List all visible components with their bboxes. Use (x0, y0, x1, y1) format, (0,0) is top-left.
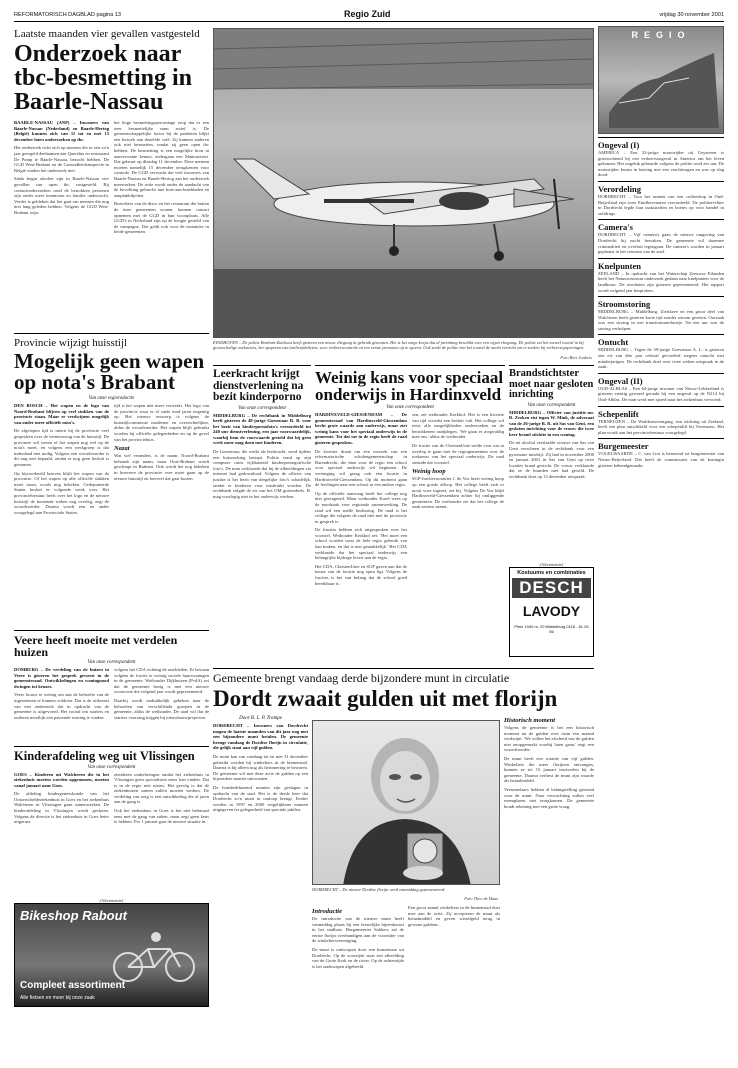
sidebar-news-item (598, 181, 724, 216)
article-headline: Kinderafdeling weg uit Vlissingen (14, 749, 195, 763)
sidebar-news-item (598, 296, 724, 331)
airplane-illustration (214, 29, 594, 338)
article-body: Verzamelaars hebben al belangstelling getoond voor de munt. Naar verwachting zullen veel exemplaren niet terugkomen. De gemeente houdt rekening met een grote vraag. (504, 786, 594, 809)
article-body: SGP-fractievoorzitter J. de Vos heeft weinig hoop op een goede afloop. Het college heeft zich er nooit voor ingezet, zei hij. Volgens De Vos blijft Hardinxveld-Giessendam achter bij omliggende gemeenten. De wethouder zei dat het college de zaak serieus neemt. (412, 476, 504, 510)
page-header (14, 8, 724, 22)
article-body: zienderen onderbrengen omdat het ziekenhuis in Vlissingen geen specialisten meer kan vinden. Dat is in de regio niet nieuw. Het gevolg is dat de ziekenhuizen samen zullen moeten werken. De verdeling van zorg is een ontwikkeling die al jaren aan de gang is. (114, 771, 209, 805)
section-title: Regio Zuid (344, 9, 391, 19)
article-body: Bezoekers van de disco en het restaurant die buiten de twee gemeenten wonen, kunnen contact opnemen met de GGD in hun woonplaats. Alle GGD's in Nederland zijn op de hoogte gesteld van de campagne. Dat geldt ook voor de instanties in beide gemeenten. (114, 201, 209, 235)
article-brandstichtster (509, 365, 594, 560)
article-byline: Van onze correspondent (527, 402, 576, 408)
subheading: Nazat (114, 445, 130, 453)
woman-with-coin-photo (312, 720, 500, 885)
ad-label: (Advertentie) (539, 562, 564, 567)
article-body: De Goesenaar, die werkt als leerkracht, werd tijdens een huiszoeking betrapt. Politie vond op zijn computer ruim vijfduizend kinderpornografische foto's. De man verklaarde dat hij de afbeeldingen via internet had gedownload. Volgens de officier van justitie is het bezit van dergelijke foto's schadelijk, omdat er kinderen voor misbruikt worden. De rechtbank volgde de eis van het OM grotendeels. B. mag voorlopig niet in het onderwijs werken. (213, 449, 311, 499)
photo-caption (213, 340, 594, 360)
article-body: De honderdduizend munten zijn geslagen in opdracht van de stad. Het is de derde keer dat Dordrecht zo'n munt in omloop brengt. Eerder werden in 1997 en 2000 vergelijkbare munten uitgegeven ter gelegenheid van speciale jubilea. (213, 784, 308, 813)
article-headline: Weinig kans voor speciaal onderwijs in Hardinxveld (315, 368, 504, 404)
article-body: tijd is het wapen niet meer verwerkt. Het logo van de provincie staat er al sinds eind jaren negentig op. Het nieuwe ontwerp is volgens de huisstijlcommissie moderner en overzichtelijker, aldus de woordvoerder. Het wapen blijft gebruikt worden bij officiële gelegenheden en op de gevel van het provinciehuis. (114, 403, 209, 442)
article-lead: GOES – Kinderen uit Walcheren die in het ziekenhuis moeten worden opgenomen, moeten vanaf januari naar Goes. (14, 771, 109, 788)
ad-top: Kostuums en combinaties (517, 570, 586, 577)
article-body: De fracties hebben zich uitgesproken over het voorstel. Wethouder Kerkhof zei: 'Het moet een school worden waar de hele regio gebruik van kan maken, en dat is niet gemakkelijk.' Het CDA verklaarde dat het speciaal onderwijs een belangrijke bijdrage levert aan de regio. (315, 527, 407, 561)
subheading: Introductie (312, 908, 342, 915)
article-body: sen, zei wethouder Kerkhof. Het is een kwestie van tijd voordat een besluit valt. Het college wil eerst alle mogelijkheden onderzoeken en de betrokkenen raadplegen. 'We gaan er zorgvuldig mee om,' aldus de wethouder. (412, 412, 504, 440)
news-item-text: VOGELWAARDE – C. van Lint is benoemd tot burgemeester van Nieuw-Beijerland. Dat heeft de commissaris van de koningin gisteren bekendgemaakt. (598, 451, 724, 468)
article-byline: Van onze correspondent (87, 764, 136, 770)
photo-caption (312, 887, 500, 901)
ad-brand: DESCH (512, 578, 591, 598)
photo-credit: Foto Bert Jonkers (560, 354, 592, 360)
ad-footer: Plein 1940 nr. 20 Middelburg 0118 - 61 25 56 (514, 624, 589, 635)
article-body: De kwestie draait om een verzoek van een reformatorische scholengemeenschap in Barendrecht, die daar voor de regio een school voor speciaal onderwijs wil beginnen. De vereniging wil graag ook een locatie in Hardinxveld-Giessendam. Op dit moment gaan de leerlingen naar een school in een andere regio. (315, 448, 407, 488)
news-item-text: AMERICA – Een 32-jarige motorrijder uit Geysteren is gisterochtend bij een verkeersongeval in America om het leven gekomen. Het ongeluk gebeurde volgens de politie rond zes uur. De motorrijder kwam in botsing met een vrachtwagen en was op slag dood. (598, 150, 724, 178)
news-item-title: Knelpunten (598, 258, 724, 271)
article-body: Het CDA, ChristenUnie en SGP gaven aan dat de keuze van de locatie nog open ligt. Volgens de fracties is het van belang dat de school goed bereikbaar is. (315, 563, 407, 586)
article-byline: Van onze correspondent (386, 405, 434, 410)
article-body: De fractie van de ChristenUnie stelde voor om in overleg te gaan met de regiogemeenten over de toekomst van het speciaal onderwijs. De raad steunde dat voorstel. (412, 442, 504, 465)
article-body: Veere bouwt te weinig om aan de behoefte van de ingezetenen te kunnen voldoen. Dat is de uitkomst van een onderzoek dat in opdracht van de gemeente is uitgevoerd. Het vooral om starters en ouderen moeilijk een passende woning te vinden. (14, 692, 109, 720)
ad-box (509, 567, 594, 657)
map-icon (599, 43, 723, 133)
regio-banner (598, 26, 724, 134)
sidebar-news-item (598, 219, 724, 254)
sidebar-news-item (598, 258, 724, 293)
subheading: Historisch moment (504, 717, 556, 724)
article-body: Een groot aantal winkeliers in de binnenstad doet mee aan de actie. Zij accepteren de munt als betaalmiddel en geven wisselgeld terug in gewone guldens. (408, 905, 500, 927)
ad-brand: LAVODY (522, 603, 581, 620)
subheading: Weinig hoop (412, 468, 446, 476)
ad-tagline: Compleet assortiment (20, 980, 126, 992)
article-headline: Veere heeft moeite met verdelen huizen (14, 633, 178, 659)
article-lead: DEN BOSCH – Het wapen en de logo van Noord-Brabant blijven op veel stukken van de provincie staan. Maar er verdwijnen mogelijk van onder meer officiële nota's. (14, 403, 109, 425)
news-item-text: DORDRECHT – Vijf camera's gaan de nieuwe omgeving van Dordrecht bij nacht bewaken. De gemeente wil daarmee criminaliteit en overlast tegengaan. De camera's worden in januari geplaatst in het centrum van de stad. (598, 232, 724, 255)
article-body: De munt heeft een waarde van vijf gulden. Winkeliers die meer florijnen ontvangen, kunnen ze tot 15 januari inwisselen bij de gemeente. Daarna verliest de munt zijn waarde als betaalmiddel. (504, 755, 594, 784)
sidebar-news-item (598, 137, 724, 178)
caption-text: EINDHOVEN – De politie Brabant-Zuidoost heeft gisteren een nieuw vliegtuig in gebruik genomen. Het is het enige korps dat al jarenlang beschikt over een eigen vliegtuig. De politie zet het toestel vooral in bij grootschalige zoekacties, het opsporen van (milieu)delicten, voor verkeerscontrole en ten eerste personen op te sporen. Ook zoekt de politie met het toestel de nacht verricht om te zoeken bij verkeersopsporingen. (213, 340, 585, 351)
banner-title: REGIO (631, 30, 691, 40)
sidebar-news-item (598, 438, 724, 468)
article-leerkracht (213, 365, 311, 665)
article-body: Daarbij wordt nadrukkelijk gekeken naar de behoeften van verschillende groepen in de gemeente, aldus de wethouder. De raad wil dat de starters voorrang krijgen bij nieuwbouwprojecten. (114, 697, 209, 720)
florijn-col-2 (312, 905, 404, 1055)
article-body: De afgelopen tijd is intern bij de provincie veel gesproken over de vernieuwing van de huisstijl. De provincie wil weten of het wapen nog wel op de nota's moet, en volgens een werkgroep is dat inderdaad niet nodig. Volgens een woordvoerder is dit nog niet bepaald, omdat er nog geen besluit is genomen. (14, 428, 109, 467)
news-item-title: Ongeval (II) (598, 373, 724, 386)
article-body: het hoge besmettingspercentage erop dat er een zeer besmettelijke stam actief is. De gemeenschappelijke factor bij de patiënten blijkt een bezoek aan dezelfde café. Zij kunnen anderen ook niet besmetten, omdat zij geen open tbc hebben. De besmetting is een mogelijke bron in aanverwante kennis, ondergaan een Mantouxtest. Dat gebeurt op dinsdag 11 december. Deze mensen moeten namelijk 15 december terugkomen voor controle. De GGD verwacht dat veel inwoners van Baarle-Nassau en Baarle-Hertog aan het onderzoek meewerken. De actie wordt onder de aandacht van de bevolking gebracht met huis-aan-huisbladen en aanplakbiljetten. (114, 120, 209, 198)
article-headline: Onderzoek naar tbc-besmetting in Baarle-Nassau (14, 41, 192, 115)
sidebar-news-item (598, 373, 724, 403)
florijn-col-4 (504, 714, 594, 1054)
ad-footer: Alle fietsen en meer bij onze zaak (20, 995, 95, 1002)
article-body: De munt kan van vandaag tot en met 31 december gebruikt worden bij winkeliers in de binnenstad. Daarna is hij alleen nog als herinnering te bewaren. De gemeente wil met deze actie de gulden op een bijzondere manier uitzwaaien. (213, 753, 308, 782)
article-lead: DORDRECHT – Inwoners van Dordrecht mogen de laatste maanden van dit jaar nog met een bijzondere munt betalen. De gemeente brengt vandaag de Dordtse florijn in circulatie, die gelijk staat aan vijf gulden. (213, 723, 308, 751)
news-item-title: Ontucht (598, 334, 724, 347)
article-tbc (14, 28, 209, 328)
news-item-title: Burgemeester (598, 438, 724, 451)
news-item-text: OUD-ALBLAS – Een 64-jarige inwoner van Nieuw-Lekkerland is gisteren ernstig gewond geraakt bij een ongeval op de N214 bij Oud-Alblas. De man werd met spoed naar het ziekenhuis vervoerd. (598, 385, 724, 403)
photo-credit: Foto Theo de Haas (464, 895, 498, 901)
article-body: volgens het CDA richting de raadsleden. Er bestaan volgens de fractie te weinig sociale huurwoningen in de gemeente. Wethouder Dijkhuizen (PvdA) zei dat de gemeente bezig is met een nieuwe woonvisie die volgend jaar wordt gepresenteerd. (114, 667, 209, 695)
article-lead: HARDINXVELD-GIESSENDAM – De gemeenteraad van Hardinxveld-Giessendam hecht grote waarde aan onderwijs, maar ziet weinig kans voor het speciaal onderwijs in de gemeente. Tot dat toe in de regio heeft de raad gisteren gesproken. (315, 412, 407, 445)
news-item-title: Camera's (598, 219, 724, 232)
news-item-text: MIDDELBURG – Middelburg, Zierikzee en een groot deel van Walcheren heeft gisteren korte tijd zonder stroom gezeten. Oorzaak was een storing in een transformatorhuisje. Na een uur was de storing verholpen. (598, 309, 724, 331)
sidebar-news-item (598, 406, 724, 436)
article-veere (14, 630, 209, 743)
sidebar-news-item (598, 334, 724, 369)
florijn-col-3 (408, 905, 500, 1055)
bicycle-icon (110, 929, 200, 984)
article-body: De munt is ontworpen door een kunstenaar uit Dordrecht. Op de voorzijde staat een afbeelding van de Grote Kerk en de rivier. Op de achterzijde is het stadswapen afgebeeld. (312, 946, 404, 969)
article-body: De introductie van de nieuwe munt heeft vanmiddag plaats bij een feestelijke bijeenkomst in het stadhuis. Burgemeester Sakkers zal de eerste florijn overhandigen aan de voorzitter van de winkeliersvereniging. (312, 916, 404, 944)
ad-brand: Bikeshop Rabout (20, 908, 127, 924)
article-body: Volgens de gemeente is het een historisch moment nu de gulden over ruim een maand verdwijnt. 'We willen het afscheid van de gulden niet onopgemerkt voorbij laten gaan,' zegt een woordvoerder. (504, 725, 594, 753)
article-lead: BAARLE-NASSAU (ANP) – Inwoners van Baarle-Nassau (Nederland) en Baarle-Hertog (België) kunnen zich van 11 tot en met 15 december laten onderzoeken op tbc. (14, 120, 109, 142)
news-item-title: Ongeval (I) (598, 137, 724, 150)
article-body: Op de officiële aanvraag heeft het college nog niet gereageerd. Maar wethouder Karel wees op de noodzaak voor regionale samenwerking. De raad wil een snelle beslissing. De raad is het college die volgens de raad niet met de provincie in gesprek is. (315, 490, 407, 524)
article-kicker: Gemeente brengt vandaag derde bijzondere munt in circulatie (213, 671, 510, 685)
news-item-text: TERNEUZEN – De Waddenvereniging, een stichting uit Zeeland, heeft een plan ontwikkeld voor een schepenlift bij Terneuzen. Het plan wordt aan het provinciebestuur voorgelegd. (598, 418, 724, 435)
ad-box (14, 903, 209, 1007)
article-body: De afdeling kindergeneeskunde van het Oosterscheldeziekenhuis in Goes en het ziekenhuis Walcheren in Vlissingen gaan samenwerken. De kinderafdeling in Vlissingen wordt gesloten. Volgens de directie is het ziekenhuis in Goes beter uitgerust. (14, 791, 109, 825)
article-body: Sinds begin oktober zijn in Baarle-Nassau vier gevallen van open tbc vastgesteld. Bij contactonderzoeken rond de betrokken personen zijn onder meer kennissen en familie onderzocht. Verder is gebleken dat het gaat om mensen die nog niet lang geleden hebben. Volgens de GGD West-Brabant wijst (14, 176, 109, 215)
article-kinderafdeling (14, 746, 209, 896)
regio-sidebar (598, 26, 724, 1056)
ad-label: (Advertentie) (99, 898, 124, 903)
article-lead: MIDDELBURG – Officier van justitie mr. R. Zeeken eist tegen W. Mink, de advocaat van de 26-jarige B. R. uit Sas van Gent, een gesloten inrichting voor de vrouw die twee keer brand stichtte in een woning. (509, 409, 594, 437)
article-body: Ook het ziekenhuis in Goes is het niet helemaal eens met de gang van zaken, maar zegt geen keus te hebben. Per 1 januari gaat de nieuwe situatie in. (114, 808, 209, 825)
publication-info: REFORMATORISCH DAGBLAD pagina 13 (14, 12, 122, 18)
article-body: Het onderzoek richt zich op mensen die in een zo'n jaar geregeld deelnamen aan Queridas en restaurant De Pomp te Baarle-Nassau, bezocht hebben. De GGD West-Brabant en de Gezondheidsinspectie in België vinden het onderzoek niet. (14, 145, 109, 173)
florijn-col-1 (213, 714, 308, 1054)
article-byline: Door B. L. P. Trampe (239, 716, 282, 721)
article-headline: Dordt zwaait gulden uit met florijn (213, 686, 558, 711)
advertisement-bikeshop (14, 898, 209, 1010)
article-brabant (14, 333, 209, 626)
article-body: Op bijvoorbeeld brieven blijft het wapen van de provincie. Of het wapen op alle officiële stukken moet staan, wordt nog bekeken. Gedeputeerde Staten besluit er volgende week over. Het provinciebestuur heeft over het logo en de nieuwe huisstijl de komende weken nog overleg, zegt de woordvoerder. Daarna wordt een en ander voorgelegd aan Provinciale Staten. (14, 470, 109, 515)
advertisement-desch (509, 562, 594, 662)
article-kicker: Provincie wijzigt huisstijl (14, 337, 128, 349)
article-kicker: Laatste maanden vier gevallen vastgesteld (14, 28, 200, 40)
news-item-text: DORDRECHT – Voor het runnen van een coffeeshop in Oud-Beijerland zijn twee Eindhovenaren veroordeeld. De politierechter in Dordrecht legde hun taakstraffen en boetes op voor handel in softdrugs. (598, 193, 724, 216)
article-headline: Mogelijk geen wapen op nota's Brabant (14, 349, 205, 394)
portrait-illustration (313, 721, 500, 885)
news-item-title: Schepenlift (598, 406, 724, 419)
news-item-title: Stroomstoring (598, 296, 724, 309)
article-body: De uit alcohol verslaafde vrouwe van Sas van Gent verscheen in de rechtbank voor een pyromane misdrijf. Zij had in november 2000 en januari 2001 in Sas van Gent op twee locaties brand gesticht. De vrouw verklaarde dat ze de branden niet had gewild. De rechtbank doet op 13 december uitspraak. (509, 440, 594, 480)
article-byline: Van onze regioredactie (88, 396, 135, 401)
article-body: Wat wel verandert, is de naam. Noord-Brabant behoudt zijn naam, maar Oost-Brabant wordt geschrapt in Brabant. Ook wordt het nog bekeken in hoeverre de provincie over moet gaan op de nieuwe huisstijl en hoeveel dat gaat kosten. (114, 453, 209, 481)
article-byline: Van onze correspondent (87, 660, 136, 665)
article-hardinxveld (315, 365, 505, 665)
article-headline: Leerkracht krijgt dienstverlening na bezit kinderporno (213, 368, 304, 403)
caption-text: DORDRECHT – De nieuwe Dordtse florijn werd vanmiddag gepresenteerd. (312, 887, 446, 892)
news-item-text: ZEELAND – In opdracht van het Waterschap Zeeuwse Eilanden heeft het Natuurcentrum onderzoek gedaan naar knelpunten voor de landbouw. De resultaten zijn gisteren gepresenteerd. Het rapport wordt volgend jaar besproken. (598, 270, 724, 293)
airplane-photo (213, 28, 594, 338)
article-byline: Van onze correspondent (238, 405, 286, 411)
article-lead: MIDDELBURG – De rechtbank in Middelburg heeft gisteren de 48-jarige Goesenaar R. B. voor het bezit van kinderpornofoto's veroordeeld tot 240 uur dienstverlening, een jaar voorwaardelijk, waarbij hem de voorwaarde gesteld dat hij geen werk meer mag doen met kinderen. (213, 412, 311, 446)
article-lead: DOMBURG – De verdeling van de huizen in Veere is gisteren het gesprek geweest in de gemeenteraad. Ontwikkelingen en woningnood dwingen tot keuzes. (14, 667, 109, 689)
publication-date: vrijdag 30 november 2001 (659, 12, 724, 18)
news-item-text: MIDDELBURG – Tegen de 39-jarige Goesenaar A. L. is gisteren een eis van drie jaar celstraf gevorderd wegens ontucht met minderjarigen. De rechtbank doet over twee weken uitspraak in de zaak. (598, 347, 724, 370)
article-headline: Brandstichtster moet naar gesloten inrichting (509, 368, 594, 400)
news-item-title: Verordeling (598, 181, 724, 194)
